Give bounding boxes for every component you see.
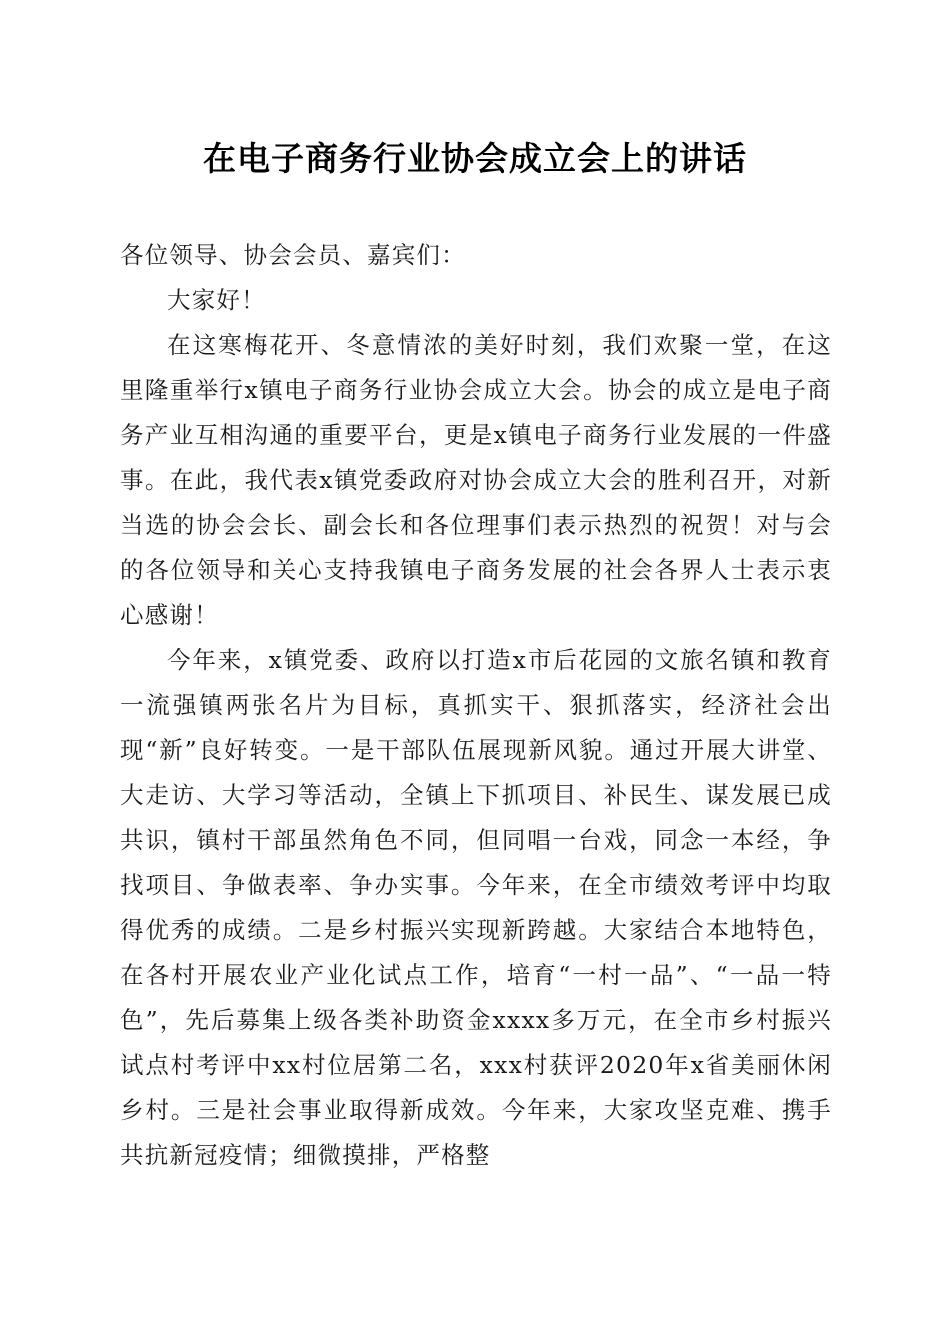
salutation: 各位领导、协会会员、嘉宾们： xyxy=(120,241,466,269)
document-title: 在电子商务行业协会成立会上的讲话 xyxy=(203,139,747,178)
greeting: 大家好！ xyxy=(167,286,266,314)
paragraph-achievements: 今年来，x镇党委、政府以打造x市后花园的文旅名镇和教育一流强镇两张名片为目标，真抓实干、狠抓落实，经济社会出现“新”良好转变。一是干部队伍展现新风貌。通过开展大讲堂、大走访、大学习等活动，全镇上下抓项目、补民生、谋发展已成共识，镇村干部虽然角色不同，但同唱一台戏，同念一本经，争找项目、争做表率、争办实事。今年来，在全市绩效考评中均取得优秀的成绩。二是乡村振兴实现新跨越。大家结合本地特色，在各村开展农业产业化试点工作，培育“一村一品”、“一品一特色”，先后募集上级各类补助资金xxxx多万元，在全市乡村振兴试点村考评中xx村位居第二名，xxx村获评2020年x省美丽休闲乡村。三是社会事业取得新成效。今年来，大家攻坚克难、携手共抗新冠疫情；细微摸排，严格整 xyxy=(120,646,832,1169)
document-body xyxy=(120,233,832,1178)
paragraph-opening: 在这寒梅花开、冬意情浓的美好时刻，我们欢聚一堂，在这里隆重举行x镇电子商务行业协会成立大会。协会的成立是电子商务产业互相沟通的重要平台，更是x镇电子商务行业发展的一件盛事。在此，我代表x镇党委政府对协会成立大会的胜利召开，对新当选的协会会长、副会长和各位理事们表示热烈的祝贺！对与会的各位领导和关心支持我镇电子商务发展的社会各界人士表示衷心感谢！ xyxy=(120,331,832,629)
